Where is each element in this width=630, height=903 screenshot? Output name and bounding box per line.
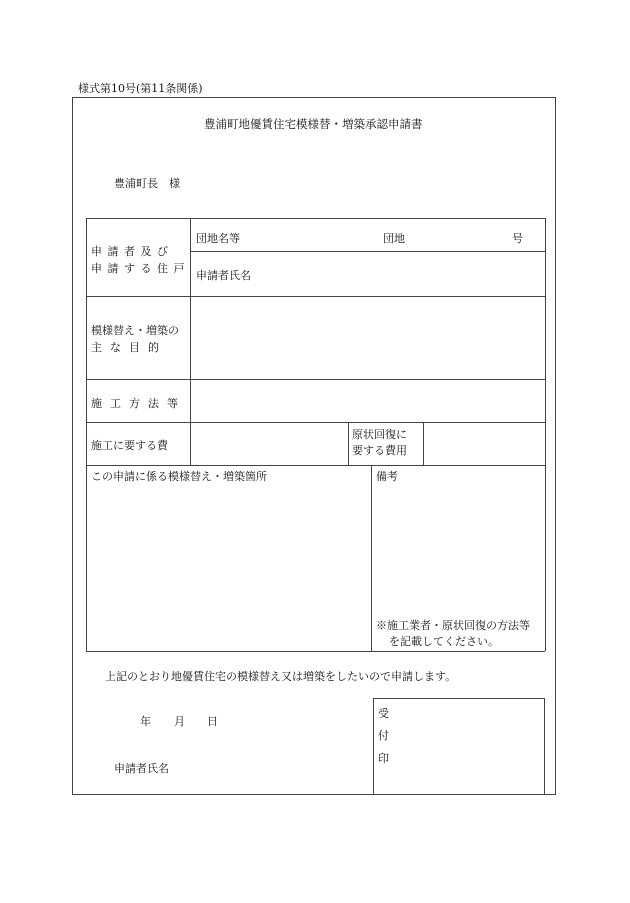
restore-cost-label-line2: 要する費用 [352,444,407,457]
date-day: 日 [207,715,218,728]
form-title: 豊浦町地優賃住宅模様替・増築承認申請書 [204,117,423,131]
purpose-label-line1: 模様替え・増築の [91,324,179,337]
cost-label: 施工に要する費 [91,439,168,452]
receipt-stamp-box [373,698,545,795]
receipt-char-1: 受 [378,707,389,720]
signature-label: 申請者氏名 [114,762,169,775]
purpose-label-line2: 主な目的 [91,341,167,354]
danchi-label: 団地 [383,232,405,245]
applicant-label-line2: 申請する住戸 [91,262,190,275]
addressee: 豊浦町長 様 [114,177,180,190]
date-month: 月 [174,715,185,728]
method-label: 施工方法等 [91,397,186,410]
date-year: 年 [140,715,151,728]
applicant-label-line1: 申請者及び [91,245,174,258]
receipt-char-2: 付 [378,729,389,742]
remarks-label: 備考 [376,470,398,483]
danchi-name-label: 団地名等 [196,232,240,245]
restore-cost-label-line1: 原状回復に [352,428,407,441]
applicant-name-label: 申請者氏名 [196,269,251,282]
number-label: 号 [512,232,523,245]
remarks-note-line1: ※施工業者・原状回復の方法等 [376,619,530,632]
receipt-char-3: 印 [378,752,389,765]
form-number: 様式第10号(第11条関係) [78,82,203,95]
remarks-note-line2: を記載してください。 [389,635,499,648]
declaration-text: 上記のとおり地優賃住宅の模様替え又は増築をしたいので申請します。 [105,670,457,683]
location-label: この申請に係る模様替え・増築箇所 [91,470,267,483]
